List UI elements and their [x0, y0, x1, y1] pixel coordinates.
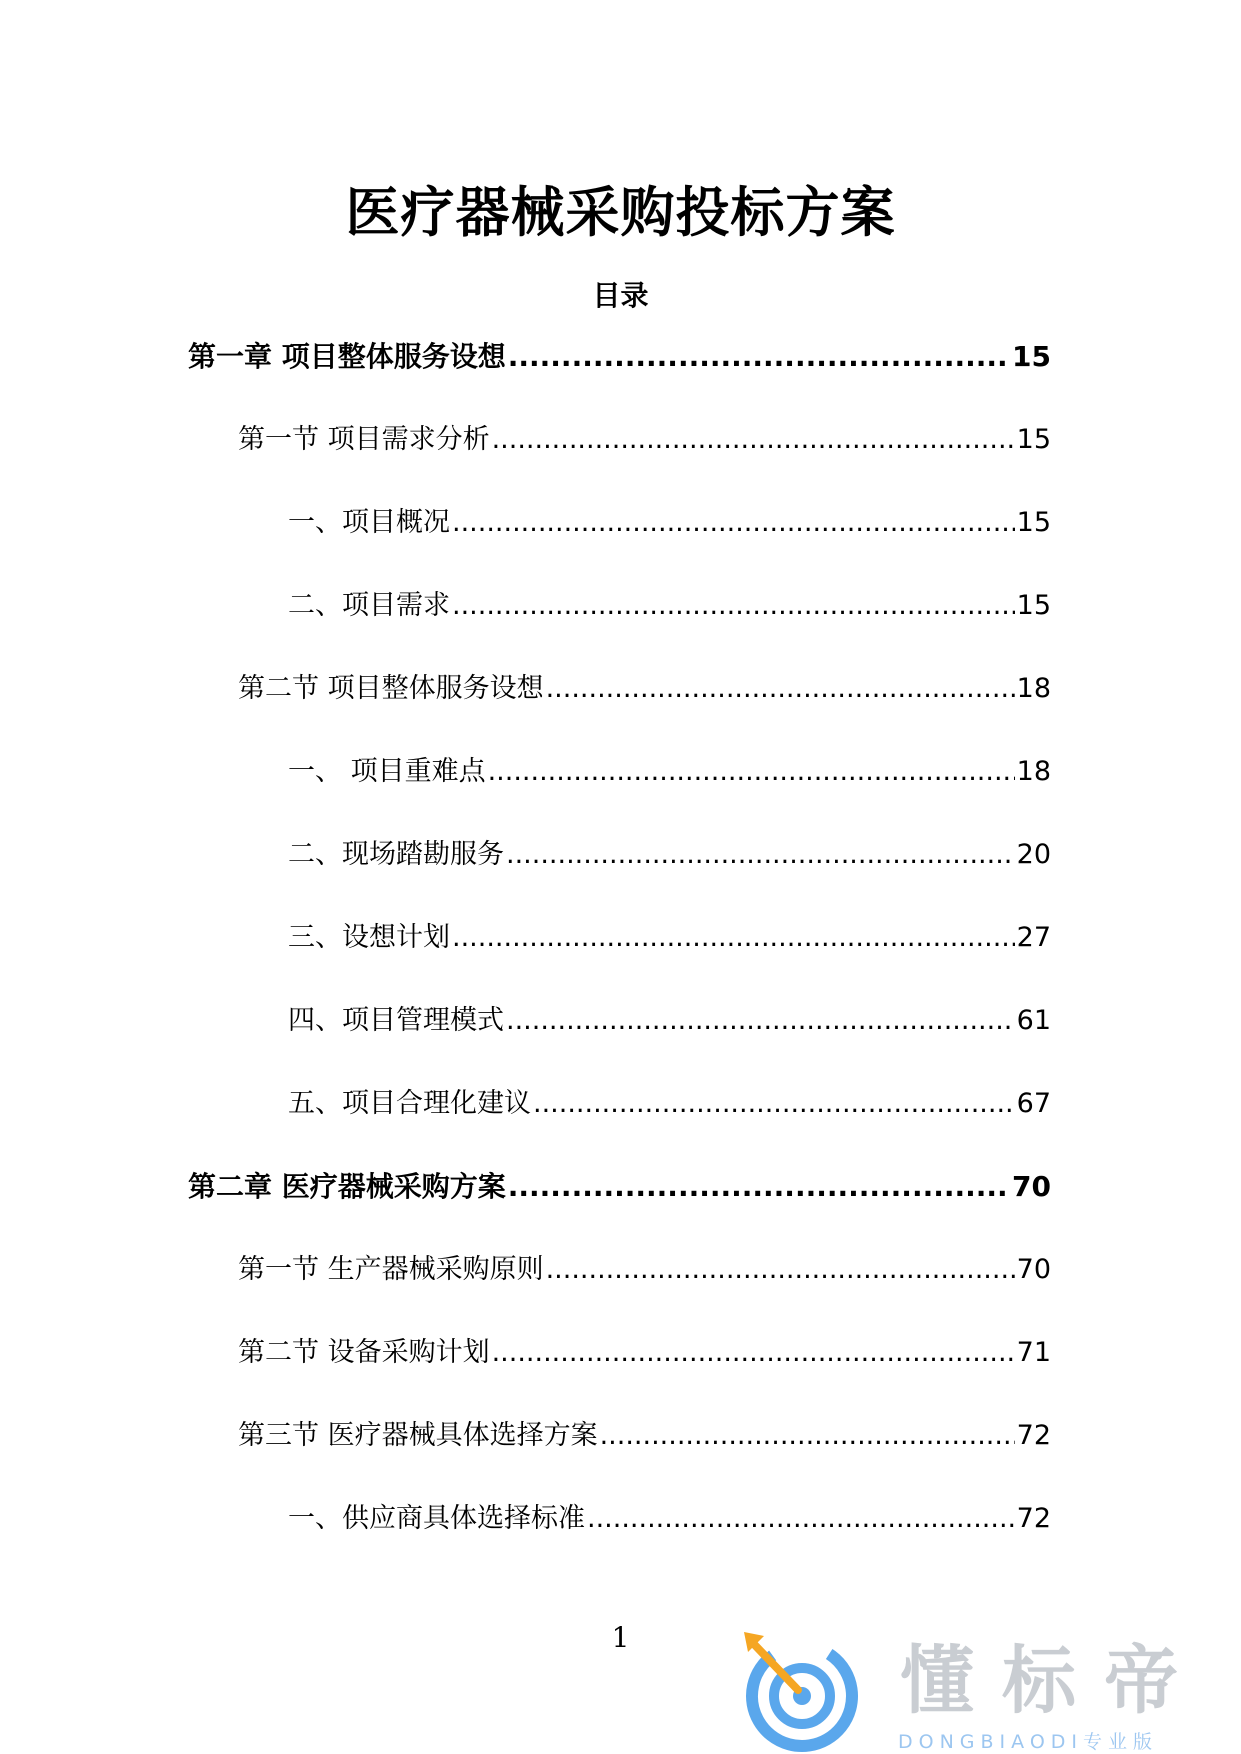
- toc-dot-leader: [587, 1498, 1015, 1540]
- toc-entry[interactable]: [188, 1166, 1051, 1208]
- toc-entry-label: 五、项目合理化建议: [288, 1088, 531, 1119]
- toc-entry[interactable]: [288, 502, 1051, 544]
- toc-entry-page: 72: [1016, 1420, 1051, 1451]
- toc-entry-page: 20: [1016, 839, 1051, 870]
- document-title: 医疗器械采购投标方案: [345, 181, 896, 244]
- toc-entry-label: 第三节 医疗器械具体选择方案: [238, 1420, 598, 1451]
- toc-dot-leader: [492, 419, 1015, 461]
- toc-dot-leader: [492, 1332, 1015, 1374]
- toc-dot-leader: [452, 585, 1015, 627]
- toc-entry[interactable]: [288, 1498, 1051, 1540]
- toc-dot-leader: [506, 1000, 1015, 1042]
- toc-entry-label: 第一节 生产器械采购原则: [238, 1254, 544, 1285]
- toc-entry-page: 18: [1016, 756, 1051, 787]
- toc-entry-label: 第一节 项目需求分析: [238, 424, 490, 455]
- toc-dot-leader: [506, 834, 1015, 876]
- toc-entry-page: 27: [1016, 922, 1051, 953]
- toc-entry-page: 15: [1012, 340, 1051, 373]
- toc-entry[interactable]: [238, 1415, 1051, 1457]
- toc-dot-leader: [600, 1415, 1015, 1457]
- watermark: [740, 1630, 1220, 1754]
- toc-dot-leader: [533, 1083, 1015, 1125]
- toc-entry-page: 72: [1016, 1503, 1051, 1534]
- toc-entry-page: 70: [1012, 1170, 1051, 1203]
- toc-entry-label: 一、供应商具体选择标准: [288, 1503, 585, 1534]
- toc-entry-label: 四、项目管理模式: [288, 1005, 504, 1036]
- toc-entry-label: 第二节 项目整体服务设想: [238, 673, 544, 704]
- page-number: 1: [611, 1621, 630, 1654]
- toc-entry[interactable]: [288, 1000, 1051, 1042]
- toc-entry[interactable]: [188, 336, 1051, 378]
- toc-entry-label: 一、项目概况: [288, 507, 450, 538]
- toc-heading: 目录: [592, 279, 649, 312]
- toc-entry[interactable]: [238, 419, 1051, 461]
- toc-entry-label: 第二章 医疗器械采购方案: [188, 1170, 506, 1203]
- toc-dot-leader: [452, 917, 1015, 959]
- toc-entry-page: 67: [1016, 1088, 1051, 1119]
- toc-entry-label: 三、设想计划: [288, 922, 450, 953]
- watermark-brand: 懂标帝: [900, 1638, 1206, 1724]
- toc-dot-leader: [452, 502, 1015, 544]
- toc-entry[interactable]: [238, 668, 1051, 710]
- toc-dot-leader: [488, 751, 1015, 793]
- watermark-subtitle: DONGBIAODI专业版: [898, 1731, 1159, 1753]
- toc-entry-page: 15: [1016, 424, 1051, 455]
- toc-entry[interactable]: [288, 585, 1051, 627]
- toc-entry[interactable]: [238, 1249, 1051, 1291]
- toc-entry[interactable]: [288, 751, 1051, 793]
- toc-dot-leader: [546, 668, 1015, 710]
- toc-entry-label: 一、 项目重难点: [288, 756, 486, 787]
- toc-entry-page: 70: [1016, 1254, 1051, 1285]
- toc-entry-page: 15: [1016, 590, 1051, 621]
- toc-dot-leader: [508, 1166, 1010, 1208]
- toc-entry-label: 二、项目需求: [288, 590, 450, 621]
- target-arrow-icon: [740, 1630, 870, 1754]
- toc-entry[interactable]: [288, 1083, 1051, 1125]
- toc-entry[interactable]: [288, 917, 1051, 959]
- toc-entry-page: 15: [1016, 507, 1051, 538]
- toc-entry-label: 二、现场踏勘服务: [288, 839, 504, 870]
- toc-entry[interactable]: [288, 834, 1051, 876]
- toc-entry-page: 18: [1016, 673, 1051, 704]
- toc-entry[interactable]: [238, 1332, 1051, 1374]
- toc-dot-leader: [546, 1249, 1015, 1291]
- toc-entry-label: 第一章 项目整体服务设想: [188, 340, 506, 373]
- toc-entry-page: 71: [1016, 1337, 1051, 1368]
- toc-entry-page: 61: [1016, 1005, 1051, 1036]
- toc-entry-label: 第二节 设备采购计划: [238, 1337, 490, 1368]
- toc-dot-leader: [508, 336, 1010, 378]
